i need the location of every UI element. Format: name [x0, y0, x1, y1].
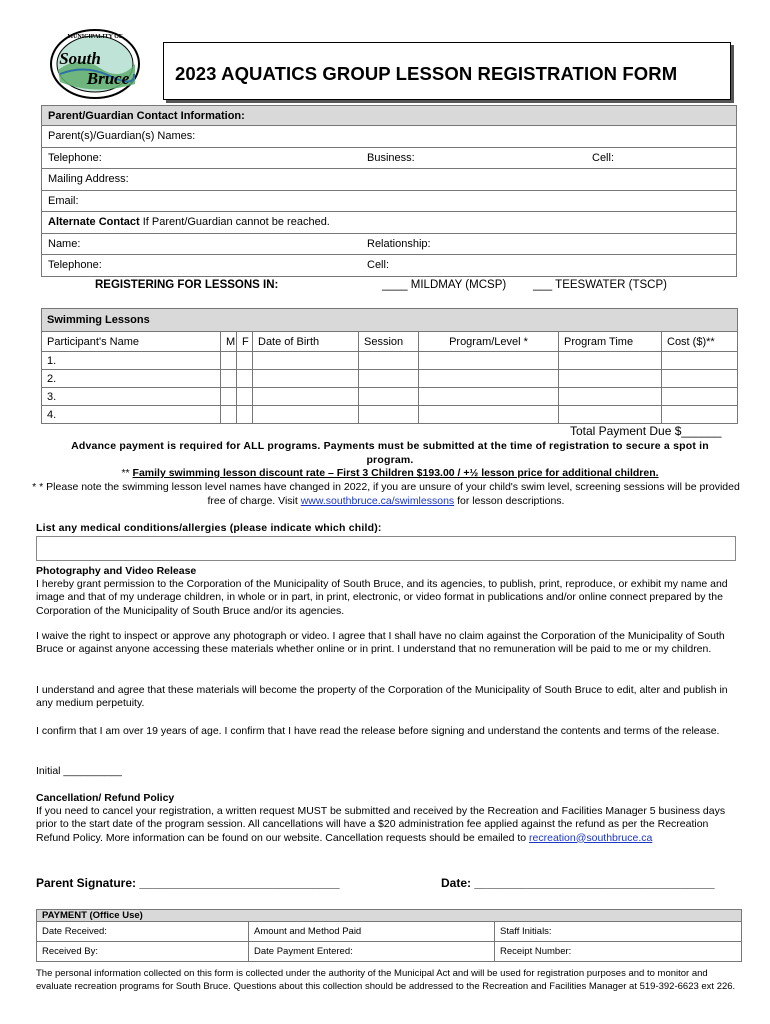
cell[interactable]: [221, 406, 237, 424]
title-box: [163, 42, 731, 100]
email-label: Email:: [48, 194, 79, 207]
cell[interactable]: [359, 352, 419, 370]
cell[interactable]: [559, 352, 662, 370]
photo-release-heading: Photography and Video Release: [36, 565, 197, 577]
cell[interactable]: [253, 406, 359, 424]
page-title: 2023 AQUATICS GROUP LESSON REGISTRATION FORM: [175, 63, 678, 84]
cell[interactable]: [237, 370, 253, 388]
cell[interactable]: [359, 370, 419, 388]
cell[interactable]: [559, 370, 662, 388]
alt-name-row[interactable]: [42, 233, 737, 255]
recreation-email-link[interactable]: recreation@southbruce.ca: [529, 831, 653, 844]
municipality-logo: [40, 24, 150, 102]
photo-release-p2: I waive the right to inspect or approve any photograph or video. I agree that I shall have no claim against the Corporation of the Municipality of South Bruce or against anyone accessing these materials whether online or in print. I understand that no remuneration will be paid to me or my children.: [36, 630, 725, 656]
col-participant-name: Participant's Name: [42, 332, 221, 352]
row-number: 1.: [42, 352, 221, 370]
amount-method-cell: Amount and Method Paid: [249, 922, 495, 942]
family-discount-note: [40, 466, 740, 480]
guardian-names-field[interactable]: [42, 126, 737, 148]
logo-word-south: South: [59, 49, 101, 68]
col-cost: Cost ($)**: [662, 332, 738, 352]
staff-initials-cell: Staff Initials:: [495, 922, 742, 942]
cell[interactable]: [359, 406, 419, 424]
table-row[interactable]: [42, 370, 738, 388]
registering-label: REGISTERING FOR LESSONS IN:: [95, 279, 279, 291]
swimming-lessons-table: [41, 308, 738, 424]
photo-release-p4: I confirm that I am over 19 years of age. I confirm that I have read the release before signing and understand the contents and terms of the release.: [36, 725, 720, 737]
cell[interactable]: [559, 388, 662, 406]
mailing-address-field[interactable]: [42, 169, 737, 191]
parent-signature-field[interactable]: Parent Signature: ______________________________: [36, 876, 340, 890]
received-by-cell: Received By:: [37, 942, 249, 962]
swim-level-note: [30, 480, 742, 508]
cell[interactable]: [662, 352, 738, 370]
photo-release-section: [36, 565, 736, 618]
col-session: Session: [359, 332, 419, 352]
discount-text: Family swimming lesson discount rate – First 3 Children $193.00 / +½ lesson price for additional children.: [132, 467, 659, 479]
swim-lessons-link[interactable]: www.southbruce.ca/swimlessons: [300, 495, 455, 507]
payment-header: PAYMENT (Office Use): [37, 910, 742, 922]
payment-office-table: [36, 909, 742, 962]
cancellation-heading: Cancellation/ Refund Policy: [36, 792, 175, 804]
col-date-of-birth: Date of Birth: [253, 332, 359, 352]
cancellation-text: If you need to cancel your registration, a written request MUST be submitted and received by the Recreation and Facilities Manager 5 business days prior to the start date of the program session. All cancellations will have a $20 administration fee applied against the refund as per the Recreation Refund Policy. More information can be found on our website. Cancellation requests should be emailed to: [36, 805, 726, 844]
swimming-lessons-header: Swimming Lessons: [42, 309, 738, 332]
receipt-number-cell: Receipt Number:: [495, 942, 742, 962]
cell[interactable]: [662, 388, 738, 406]
telephone-label: Telephone:: [48, 151, 102, 164]
table-row[interactable]: [42, 406, 738, 424]
table-row[interactable]: [42, 388, 738, 406]
privacy-footer: The personal information collected on this form is collected under the authority of the Municipal Act and will be used for registration purposes and to monitor and evaluate recreation programs for South Bruce. Questions about this collection should be addressed to the Recreation and Facilities Manager at 519-392-6623 ext 226.: [36, 968, 736, 992]
alt-telephone-label: Telephone:: [48, 259, 102, 272]
discount-prefix: **: [121, 467, 133, 479]
alternate-contact-note: If Parent/Guardian cannot be reached.: [139, 216, 330, 229]
row-number: 4.: [42, 406, 221, 424]
swim-level-note-suffix: for lesson descriptions.: [454, 495, 565, 507]
alternate-contact-bold: Alternate Contact: [48, 216, 140, 229]
col-m: M: [221, 332, 237, 352]
cell[interactable]: [237, 388, 253, 406]
telephone-row[interactable]: [42, 147, 737, 169]
row-number: 2.: [42, 370, 221, 388]
cell[interactable]: [221, 388, 237, 406]
col-program-time: Program Time: [559, 332, 662, 352]
photo-release-p1: I hereby grant permission to the Corporation of the Municipality of South Bruce, and its agencies, to publish, print, reproduce, or exhibit my name and image and that of my underage children, in whole or in part, in print, electronic, or video format in publications and/or online connect prepared by the Corporation of the Municipality of South Bruce and/or its agencies.: [36, 578, 728, 617]
date-received-cell: Date Received:: [37, 922, 249, 942]
cell[interactable]: [359, 388, 419, 406]
col-program-level: Program/Level *: [419, 332, 559, 352]
email-field[interactable]: [42, 190, 737, 212]
cell[interactable]: [662, 370, 738, 388]
initial-field[interactable]: Initial __________: [36, 765, 122, 777]
cell[interactable]: [419, 352, 559, 370]
cell[interactable]: [237, 352, 253, 370]
date-entered-cell: Date Payment Entered:: [249, 942, 495, 962]
mailing-address-label: Mailing Address:: [48, 173, 129, 186]
business-label: Business:: [367, 151, 415, 164]
guardian-names-label: Parent(s)/Guardian(s) Names:: [48, 130, 196, 143]
logo-word-bruce: Bruce: [86, 69, 130, 88]
cell[interactable]: [662, 406, 738, 424]
cell[interactable]: [253, 352, 359, 370]
cell[interactable]: [253, 388, 359, 406]
teeswater-option[interactable]: ___ TEESWATER (TSCP): [533, 279, 667, 291]
alt-cell-label: Cell:: [367, 259, 390, 271]
cell[interactable]: [419, 388, 559, 406]
contact-header: Parent/Guardian Contact Information:: [42, 106, 737, 126]
cell[interactable]: [559, 406, 662, 424]
cell[interactable]: [253, 370, 359, 388]
medical-conditions-label: List any medical conditions/allergies (please indicate which child):: [36, 522, 382, 534]
logo-top-text: MUNICIPALITY OF: [67, 34, 123, 40]
date-field[interactable]: Date: ____________________________________: [441, 876, 715, 890]
relationship-label: Relationship:: [367, 237, 431, 250]
total-payment-due[interactable]: Total Payment Due $______: [570, 424, 722, 438]
col-f: F: [237, 332, 253, 352]
alt-telephone-row[interactable]: [42, 255, 737, 277]
table-row[interactable]: [42, 352, 738, 370]
cell[interactable]: [419, 406, 559, 424]
contact-table: [41, 105, 737, 277]
cell[interactable]: [221, 352, 237, 370]
cell[interactable]: [221, 370, 237, 388]
cell[interactable]: [419, 370, 559, 388]
mildmay-option[interactable]: ____ MILDMAY (MCSP): [382, 279, 507, 291]
cancellation-section: [36, 792, 736, 845]
alternate-contact-row: [42, 212, 737, 234]
alt-name-label: Name:: [48, 237, 81, 250]
photo-release-p3: I understand and agree that these materials will become the property of the Corporation of the Municipality of South Bruce to edit, alter and publish in any medium perpetuity.: [36, 684, 728, 710]
swim-level-note-text: * * Please note the swimming lesson level names have changed in 2022, if you are unsure of your child's swim level, screening sessions will be provided free of charge. Visit: [32, 481, 740, 507]
cell-label: Cell:: [592, 151, 615, 164]
row-number: 3.: [42, 388, 221, 406]
advance-payment-note: Advance payment is required for ALL programs. Payments must be submitted at the time of registration to secure a spot in program.: [71, 440, 709, 466]
cell[interactable]: [237, 406, 253, 424]
medical-conditions-input[interactable]: [36, 536, 736, 561]
